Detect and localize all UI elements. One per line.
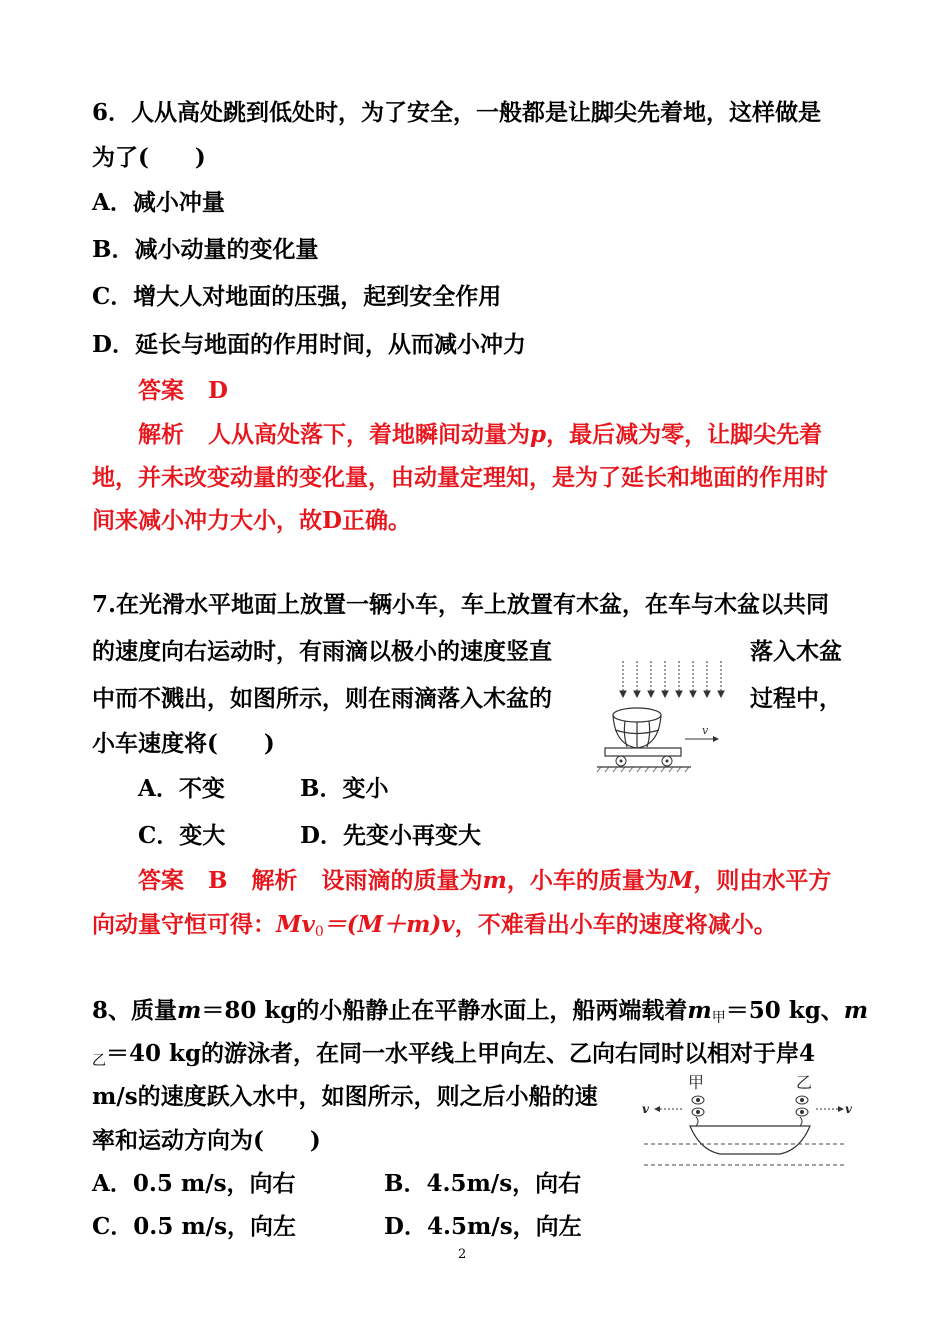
q8-stem-line1 <box>92 996 868 1033</box>
q7-stem-line4: 小车速度将( ) <box>92 730 275 757</box>
q7-eq-mv: Mv <box>276 911 315 938</box>
q7-analysis-text2a: 向动量守恒可得： <box>92 911 276 938</box>
boat-hull <box>690 1126 810 1154</box>
q6-option-b: B．减小动量的变化量 <box>92 236 319 263</box>
q8-option-c: C．0.5 m/s，向左 <box>92 1213 297 1240</box>
q7-stem-line3a: 中而不溅出，如图所示，则在雨滴落入木盆的 <box>92 685 552 712</box>
q8-sub-jia: 甲 <box>711 1010 726 1026</box>
q8-var-m-yi: m <box>843 997 869 1024</box>
q6-answer-label: 答案 <box>138 377 184 404</box>
q7-stem-line2a: 的速度向右运动时，有雨滴以极小的速度竖直 <box>92 638 552 665</box>
q7-stem-line3b: 过程中， <box>750 685 842 712</box>
swimmer-yi-icon <box>796 1096 808 1126</box>
q7-option-c: C．变大 <box>138 822 226 849</box>
q6-analysis-text1b: ，最后减为零，让脚尖先着 <box>546 421 823 448</box>
label-jia: 甲 <box>688 1073 705 1092</box>
q8-option-a: A．0.5 m/s，向右 <box>92 1170 296 1197</box>
q8-var-m-jia: m <box>687 997 712 1024</box>
q6-option-a: A．减小冲量 <box>92 189 225 216</box>
swimmer-jia-icon <box>692 1096 704 1126</box>
cart-body <box>605 748 681 756</box>
q6-analysis-text1a: 人从高处落下，着地瞬间动量为 <box>208 421 531 448</box>
tub-icon <box>613 708 661 748</box>
q6-analysis-line3: 间来减小冲力大小，故D正确。 <box>92 507 411 534</box>
q8-stem-line4: 率和运动方向为( ) <box>92 1127 321 1154</box>
ground-hatching <box>597 767 689 772</box>
q7-eq-sub: 0 <box>314 924 324 940</box>
q8-stem2: ＝40 kg的游泳者，在同一水平线上甲向左、乙向右同时以相对于岸4 <box>106 1040 816 1067</box>
q6-stem-line2: 为了( ) <box>92 144 206 171</box>
q7-analysis-text2b: ，不难看出小车的速度将减小。 <box>454 911 777 938</box>
q7-var-M: M <box>667 867 694 894</box>
q6-analysis-label: 解析 <box>138 421 184 448</box>
q7-analysis-text1b: ，小车的质量为 <box>506 867 668 894</box>
q7-analysis-text1a: 设雨滴的质量为 <box>321 867 483 894</box>
page-number: 2 <box>458 1247 467 1262</box>
q7-analysis-line2 <box>92 910 777 947</box>
q7-option-b: B．变小 <box>300 775 389 802</box>
q6-option-c: C．增大人对地面的压强，起到安全作用 <box>92 283 502 310</box>
q7-answer-value: B <box>208 867 228 894</box>
v-left-label: v <box>642 1102 649 1116</box>
q7-option-a: A．不变 <box>138 775 225 802</box>
q6-answer-value: D <box>208 377 228 404</box>
velocity-label: v <box>702 724 709 737</box>
q7-analysis-label: 解析 <box>251 867 298 894</box>
q8-stem1a: 8、质量 <box>92 997 178 1024</box>
q6-analysis-line2: 地，并未改变动量的变化量，由动量定理知，是为了延长和地面的作用时 <box>92 464 828 491</box>
q6-analysis-var-p: p <box>530 421 547 448</box>
q8-stem1b: ＝80 kg的小船静止在平静水面上，船两端载着 <box>201 997 688 1024</box>
q6-answer <box>138 376 228 406</box>
q7-stem-line1: 7.在光滑水平地面上放置一辆小车，车上放置有木盆，在车与木盆以共同 <box>92 591 830 618</box>
q8-stem1c: ＝50 kg、 <box>725 997 844 1024</box>
q6-option-d: D．延长与地面的作用时间，从而减小冲力 <box>92 331 526 358</box>
q7-answer-line1 <box>138 866 831 896</box>
label-yi: 乙 <box>796 1073 813 1092</box>
v-right-label: v <box>845 1102 852 1116</box>
cart-rain-figure <box>595 655 735 775</box>
q7-stem-line2b: 落入木盆 <box>750 638 842 665</box>
q8-sub-yi: 乙 <box>92 1053 106 1069</box>
q7-analysis-text1c: ，则由水平方 <box>693 867 832 894</box>
q8-var-m: m <box>177 997 202 1024</box>
boat-figure <box>640 1068 850 1178</box>
q7-var-m: m <box>482 867 507 894</box>
q8-option-b: B．4.5m/s，向右 <box>384 1170 582 1197</box>
q7-option-d: D．先变小再变大 <box>300 822 481 849</box>
q6-analysis-line1 <box>138 420 822 450</box>
q8-option-d: D．4.5m/s，向左 <box>384 1213 582 1240</box>
q7-eq-rest: ＝(M＋m)v <box>323 911 455 938</box>
q7-answer-label: 答案 <box>138 867 184 894</box>
raindrop-arrows <box>620 661 724 697</box>
q8-stem-line3: m/s的速度跃入水中，如图所示，则之后小船的速 <box>92 1083 598 1110</box>
q6-stem-line1: 6．人从高处跳到低处时，为了安全，一般都是让脚尖先着地，这样做是 <box>92 99 822 126</box>
